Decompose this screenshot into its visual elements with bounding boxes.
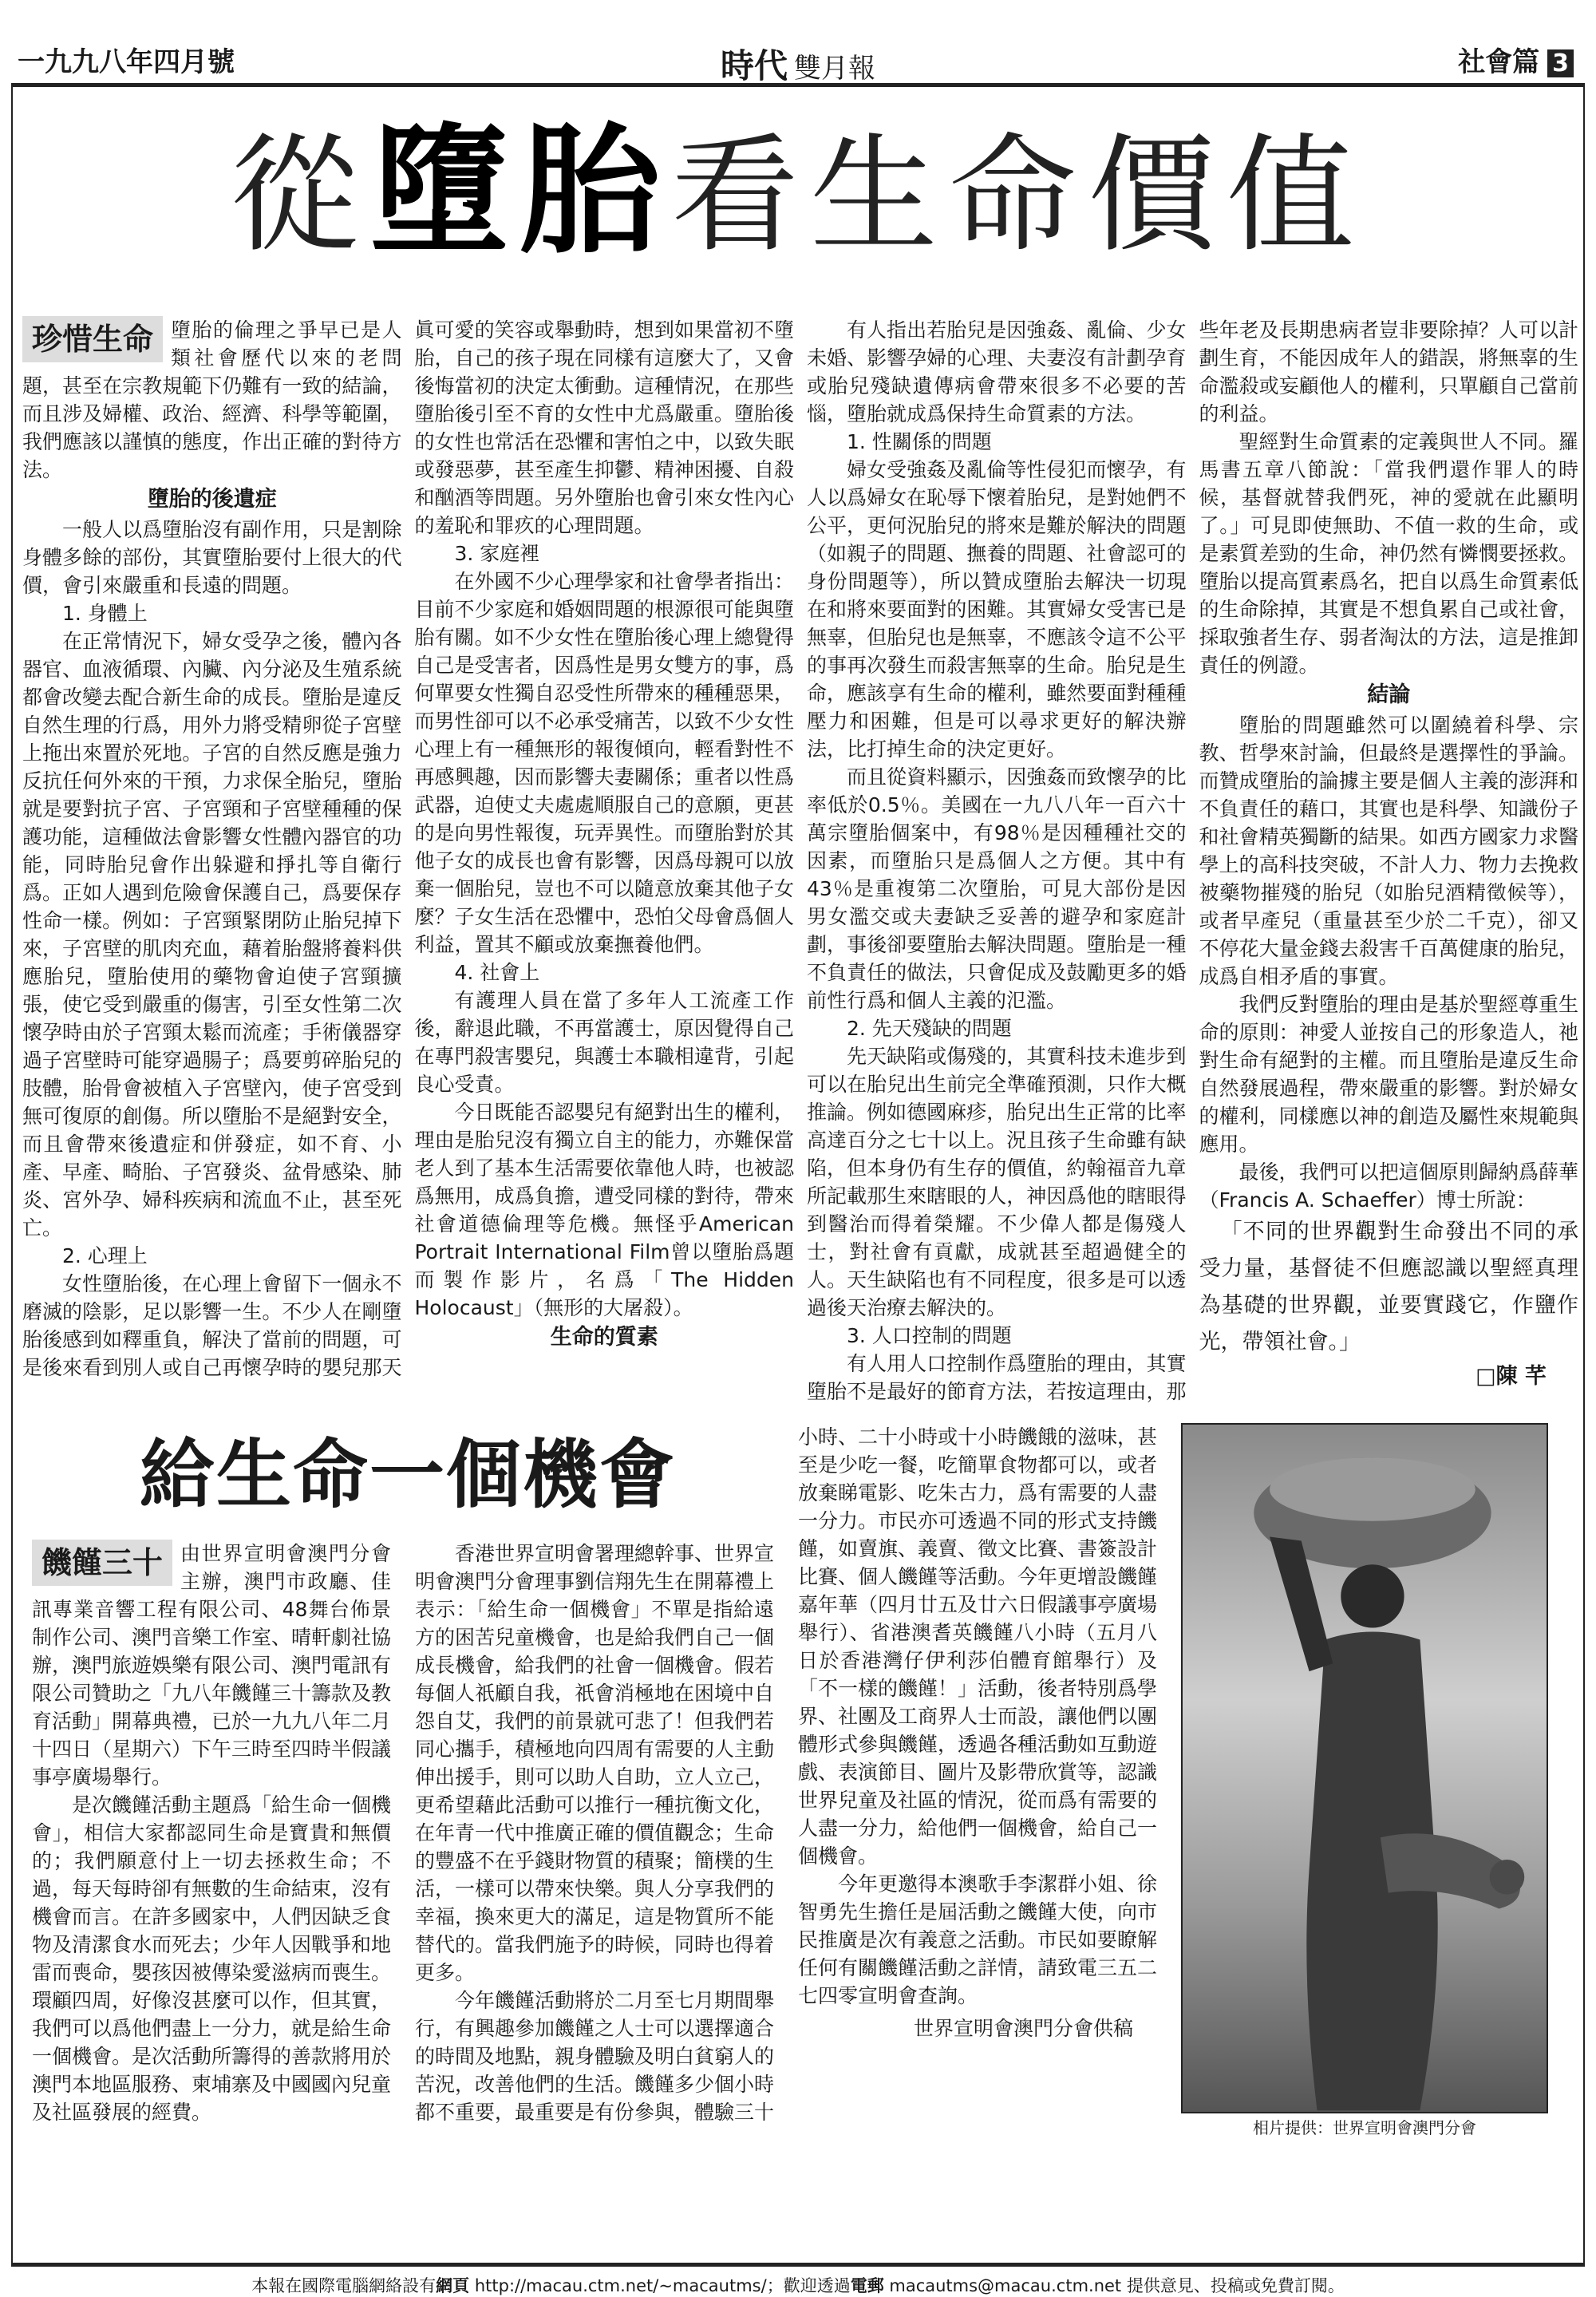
subheading: 2. 先天殘缺的問題 [847, 1017, 1012, 1040]
paragraph: 今日既能否認嬰兒有絕對出生的權利，理由是胎兒沒有獨立自主的能力，亦難保當老人到了基本生活需要依靠他人時，也被認爲無用，成爲負擔，遭受同樣的對待，帶來社會道德倫理等危機。無怪乎American Portrait International Film曾以墮胎爲題而製作影片，名爲「The Hidden Holocaust」（無形的大屠殺）。 [414, 1101, 794, 1319]
paragraph: 婦女受強姦及亂倫等性侵犯而懷孕，有人以爲婦女在恥辱下懷着胎兒，是對她們不公平，更何況胎兒的將來是難於解決的問題（如親子的問題、撫養的問題、社會認可的身份問題等），所以贊成墮胎去解決一切現在和將來要面對的困難。其實婦女受害已是無辜，但胎兒也是無辜，不應該令這不公平的事再次發生而殺害無辜的生命。胎兒是生命，應該享有生命的權利，雖然要面對種種壓力和困難，但是可以尋求更好的解決辦法，比打掉生命的決定更好。 [807, 458, 1187, 761]
paragraph: 我們反對墮胎的理由是基於聖經尊重生命的原則：神愛人並按自己的形象造人，祂對生命有絕對的主權。而且墮胎是違反生命自然發展過程，帶來嚴重的影響。對於婦女的權利，同樣應以神的創造及屬性來規範與應用。 [1199, 993, 1578, 1156]
footer-email-label: 電郵 [850, 2276, 884, 2295]
paragraph: 今年更邀得本澳歌手李潔群小姐、徐智勇先生擔任是屆活動之饑饉大使，向市民推廣是次有義意之活動。市民如要瞭解任何有關饑饉活動之詳情，請致電三五二七四零宣明會查詢。 [798, 1872, 1158, 2007]
article2-headline: 給生命一個機會 [140, 1431, 677, 1519]
paragraph: 在外國不少心理學家和社會學者指出：目前不少家庭和婚姻問題的根源很可能與墮胎有關。如不少女性在墮胎後心理上總覺得自己是受害者，因爲性是男女雙方的事，爲何單要女性獨自忍受性所帶來的種種惡果，而男性卻可以不必承受痛苦，以致不少女性心理上有一種無形的報復傾向，輕看對性不再感興趣，因而影響夫妻關係；重者以性爲武器，迫使丈夫處處順服自己的意願，更甚的是向男性報復，玩弄異性。而墮胎對於其他子女的成長也會有影響，因爲母親可以放棄一個胎兒，豈也不可以隨意放棄其他子女麼？子女生活在恐懼中，恐怕父母會爲個人利益，置其不顧或放棄撫養他們。 [414, 570, 794, 956]
section-heading: 結論 [1367, 682, 1411, 707]
subheading: 2. 心理上 [62, 1244, 148, 1267]
paragraph: 最後，我們可以把這個原則歸納爲薛華（Francis A. Schaeffer）博士所說： [1199, 1160, 1578, 1212]
article-famine [32, 1423, 1578, 2139]
famine-photo [1181, 1423, 1548, 2113]
paragraph: 墮胎的倫理之爭早已是人類社會歷代以來的老問題，甚至在宗教規範下仍難有一致的結論，而且涉及婦權、政治、經濟、科學等範圍，我們應該以謹慎的態度，作出正確的對待方法。 [22, 318, 402, 481]
paragraph: 而且從資料顯示，因強姦而致懷孕的比率低於0.5％。美國在一九八八年一百六十萬宗墮胎個案中，有98％是因種種社交的因素，而墮胎只是爲個人之方便。其中有43％是重複第二次墮胎，可見大部份是因男女濫交或夫妻缺乏妥善的避孕和家庭計劃，事後卻要墮胎去解決問題。墮胎是一種不負責任的做法，只會促成及鼓勵更多的婚前性行爲和個人主義的氾濫。 [807, 765, 1187, 1012]
woman-with-basket-photo [1183, 1425, 1547, 2112]
article-abortion [22, 316, 1578, 1405]
paragraph: 墮胎的問題雖然可以圍繞着科學、宗教、哲學來討論，但最終是選擇性的爭論。而贊成墮胎的論據主要是個人主義的澎湃和不負責任的藉口，其實也是科學、知識份子和社會精英獨斷的結果。如西方國家力求醫學上的高科技突破，不計人力、物力去挽救被藥物摧殘的胎兒（如胎兒酒精徵候等），或者早產兒（重量甚至少於二千克），卻又不停花大量金錢去殺害千百萬健康的胎兒，成爲自相矛盾的事實。 [1199, 714, 1578, 988]
page-content [22, 316, 1578, 2139]
footer-text-end: 提供意見、投稿或免費訂閱。 [1126, 2276, 1345, 2295]
paper-name: 時代 [720, 46, 788, 85]
masthead [559, 40, 1037, 88]
paragraph: 在正常情況下，婦女受孕之後，體內各器官、血液循環、內臟、內分泌及生殖系統都會改變去配合新生命的成長。墮胎是違反自然生理的行爲，用外力將受精卵從子宮壁上拖出來置於死地。子宮的自然反應是強力反抗任何外來的干預，力求保全胎兒，墮胎就是要對抗子宮、子宮頸和子宮壁種種的保護功能，這種做法會影響女性體內器官的功能，同時胎兒會作出躲避和掙扎等自衛行爲。正如人遇到危險會保護自己，爲要保存性命一樣。例如：子宮頸緊閉防止胎兒掉下來，子宮壁的肌肉充血，藉着胎盤將養料供應胎兒，墮胎使用的藥物會迫使子宮頸擴張，使它受到嚴重的傷害，引至女性第二次懷孕時由於子宮頸太鬆而流產；手術儀器穿過子宮壁時可能穿過腸子；爲要剪碎胎兒的肢體，胎骨會被植入子宮壁內，使子宮受到無可復原的創傷。所以墮胎不是絕對安全，而且會帶來後遺症和併發症，如不育、小產、早產、畸胎、子宮發炎、盆骨感染、肺炎、宮外孕、婦科疾病和流血不止，甚至死亡。 [22, 630, 402, 1239]
footer-notice [0, 2273, 1596, 2297]
section-label [1458, 40, 1574, 79]
footer-text: 本報在國際電腦網絡設有 [251, 2276, 437, 2295]
subheading: 1. 性關係的問題 [847, 430, 992, 453]
paragraph: 有護理人員在當了多年人工流產工作後，辭退此職，不再當護士，原因覺得自己在專門殺害嬰兒，與護士本職相違背，引起良心受責。 [414, 989, 794, 1096]
paragraph: 小時、二十小時或十小時饑餓的滋味，甚至是少吃一餐，吃簡單食物都可以，或者放棄睇電影、吃朱古力，爲有需要的人盡一分力。市民亦可透過不同的形式支持饑饉，如賣旗、義賣、徵文比賽、書簽設計比賽、個人饑饉等活動。今年更增設饑饉嘉年華（四月廿五及廿六日假議事亭廣場舉行）、省港澳耆英饑饉八小時（五月八日於香港灣仔伊利莎伯體育館舉行）及「不一樣的饑饉！」活動，後者特別爲學界、社團及工商界人士而設，讓他們以團體形式參與饑饉，透過各種活動如互動遊戲、表演節目、圖片及影帶欣賞等，認識世界兒童及社區的情況，從而爲有需要的人盡一分力，給他們一個機會，給自己一個機會。 [798, 1425, 1158, 1868]
paragraph: 女性墮胎後，在心理上會留下一個永不磨滅的陰影，足以影響一生。不少人在剛墮胎後感到如釋重負，解決了當前的問題，可是後來看到別人或自己再懷孕時的嬰兒那天眞可愛的笑容或舉動時，想到如果當初不墮胎，自己的孩子現在同樣有這麼大了，又會後悔當初的決定太衝動。這種情況，在那些墮胎後引至不育的女性中尤爲嚴重。墮胎後的女性也常活在恐懼和害怕之中，以致失眠或發惡夢，甚至產生抑鬱、精神困擾、自殺和酗酒等問題。另外墮胎也會引來女性內心的羞恥和罪疚的心理問題。 [22, 318, 794, 1379]
paragraph: 今年饑饉活動將於二月至七月期間舉行，有興趣參加饑饉之人士可以選擇適合的時間及地點，親身體驗及明白貧窮人的苦況，改善他們的生活。饑饉多少個小時都不重要，最重要是有份參與，體驗三十 [415, 1989, 775, 2124]
paragraph: 有人用人口控制作爲墮胎的理由，其實墮胎不是最好的節育方法，若按這理由，那些年老及長期患病者豈非要除掉？人可以計劃生育，不能因成年人的錯誤，將無辜的生命濫殺或妄顧他人的權利，只單顧自己當前的利益。 [807, 318, 1578, 1403]
headline-post: 看生命價值 [671, 121, 1366, 270]
schaeffer-quote: 「不同的世界觀對生命發出不同的承受力量，基督徒不但應認識以聖經真理為基礎的世界觀，並要實踐它，作鹽作光，帶領社會。」 [1199, 1220, 1578, 1354]
paragraph: 香港世界宣明會署理總幹事、世界宣明會澳門分會理事劉信翔先生在開幕禮上表示：「給生命一個機會」不單是指給遠方的困苦兒童機會，也是給我們自己一個成長機會，給我們的社會一個機會。假若每個人祇顧自我，祇會消極地在困境中自怨自艾，我們的前景就可悲了！但我們若同心攜手，積極地向四周有需要的人主動伸出援手，則可以助人自助，立人立己，更希望藉此活動可以推行一種抗衡文化，在年青一代中推廣正確的價值觀念；生命的豐盛不在乎錢財物質的積聚；簡樸的生活，一樣可以帶來快樂。與人分享我們的幸福，換來更大的滿足，這是物質所不能替代的。當我們施予的時候，同時也得着更多。 [415, 1542, 775, 1984]
article-famine-part1 [32, 1540, 774, 2139]
article-kicker: 珍惜生命 [22, 316, 163, 362]
author-byline: □陳 芊 [1476, 1364, 1547, 1389]
photo-caption: 相片提供：世界宣明會澳門分會 [1253, 2118, 1476, 2137]
headline-pre: 從 [230, 121, 369, 270]
section-heading: 墮胎的後遺症 [147, 487, 277, 512]
page-number: 3 [1547, 49, 1574, 77]
subheading: 3. 人口控制的問題 [847, 1324, 1012, 1347]
subheading: 3. 家庭裡 [454, 542, 540, 565]
paragraph: 是次饑饉活動主題爲「給生命一個機會」，相信大家都認同生命是寶貴和無價的；我們願意付上一切去拯救生命；不過，每天每時卻有無數的生命結束，沒有機會而言。在許多國家中，人們因缺乏食物及清潔食水而死去；少年人因戰爭和地雷而喪命，嬰孩因被傳染愛滋病而喪生。環顧四周，好像沒甚麼可以作，但其實，我們可以爲他們盡上一分力，就是給生命一個機會。是次活動所籌得的善款將用於澳門本地區服務、柬埔寨及中國國內兒童及社區發展的經費。 [32, 1793, 392, 2124]
article-credit: 世界宣明會澳門分會供稿 [913, 2017, 1133, 2040]
main-headline [80, 109, 1516, 275]
footer-web-label: 網頁 [436, 2276, 470, 2295]
issue-date: 一九九八年四月號 [18, 46, 235, 78]
section-name: 社會篇 [1458, 46, 1540, 78]
footer-url: http://macau.ctm.net/~macautms/；歡迎透過 [469, 2276, 851, 2295]
paper-subtitle: 雙月報 [794, 53, 875, 85]
paragraph: 由世界宣明會澳門分會主辦，澳門市政廳、佳訊專業音響工程有限公司、48舞台佈景制作公司、澳門音樂工作室、晴軒劇社協辦，澳門旅遊娛樂有限公司、澳門電訊有限公司贊助之「九八年饑饉三十籌款及教育活動」開幕典禮，已於一九九八年二月十四日（星期六）下午三時至四時半假議事亭廣場舉行。 [32, 1542, 392, 1789]
subheading: 1. 身體上 [62, 602, 148, 625]
headline-emphasis: 墮胎 [369, 109, 671, 273]
paragraph: 聖經對生命質素的定義與世人不同。羅馬書五章八節說：「當我們還作罪人的時候，基督就替我們死，神的愛就在此顯明了。」可見即使無助、不值一救的生命，或是素質差勁的生命，神仍然有憐憫要拯救。墮胎以提高質素爲名，把自以爲生命質素低的生命除掉，其實是不想負累自己或社會，採取強者生存、弱者淘汰的方法，這是推卸責任的例證。 [1199, 430, 1578, 677]
footer-email: macautms@macau.ctm.net [883, 2276, 1127, 2295]
photo-block [1181, 1423, 1548, 2139]
article-famine-part2 [798, 1423, 1157, 2139]
paragraph: 先天缺陷或傷殘的，其實科技未進步到可以在胎兒出生前完全準確預測，只作大概推論。例如德國麻疹，胎兒出生正常的比率高達百分之七十以上。況且孩子生命雖有缺陷，但本身仍有生存的價值，約翰福音九章所記載那生來瞎眼的人，神因爲他的瞎眼得到醫治而得着榮耀。不少偉人都是傷殘人士，對社會有貢獻，成就甚至超過健全的人。天生缺陷也有不同程度，很多是可以透過後天治療去解決的。 [807, 1045, 1187, 1319]
subheading: 4. 社會上 [454, 961, 540, 984]
article-kicker: 饑饉三十 [32, 1540, 172, 1586]
section-heading: 生命的質素 [550, 1325, 658, 1350]
paragraph: 一般人以爲墮胎沒有副作用，只是割除身體多餘的部份，其實墮胎要付上很大的代價，會引來嚴重和長遠的問題。 [22, 518, 402, 597]
paragraph: 有人指出若胎兒是因強姦、亂倫、少女未婚、影響孕婦的心理、夫妻沒有計劃孕育或胎兒殘缺遺傳病會帶來很多不必要的苦惱，墮胎就成爲保持生命質素的方法。 [807, 318, 1187, 425]
